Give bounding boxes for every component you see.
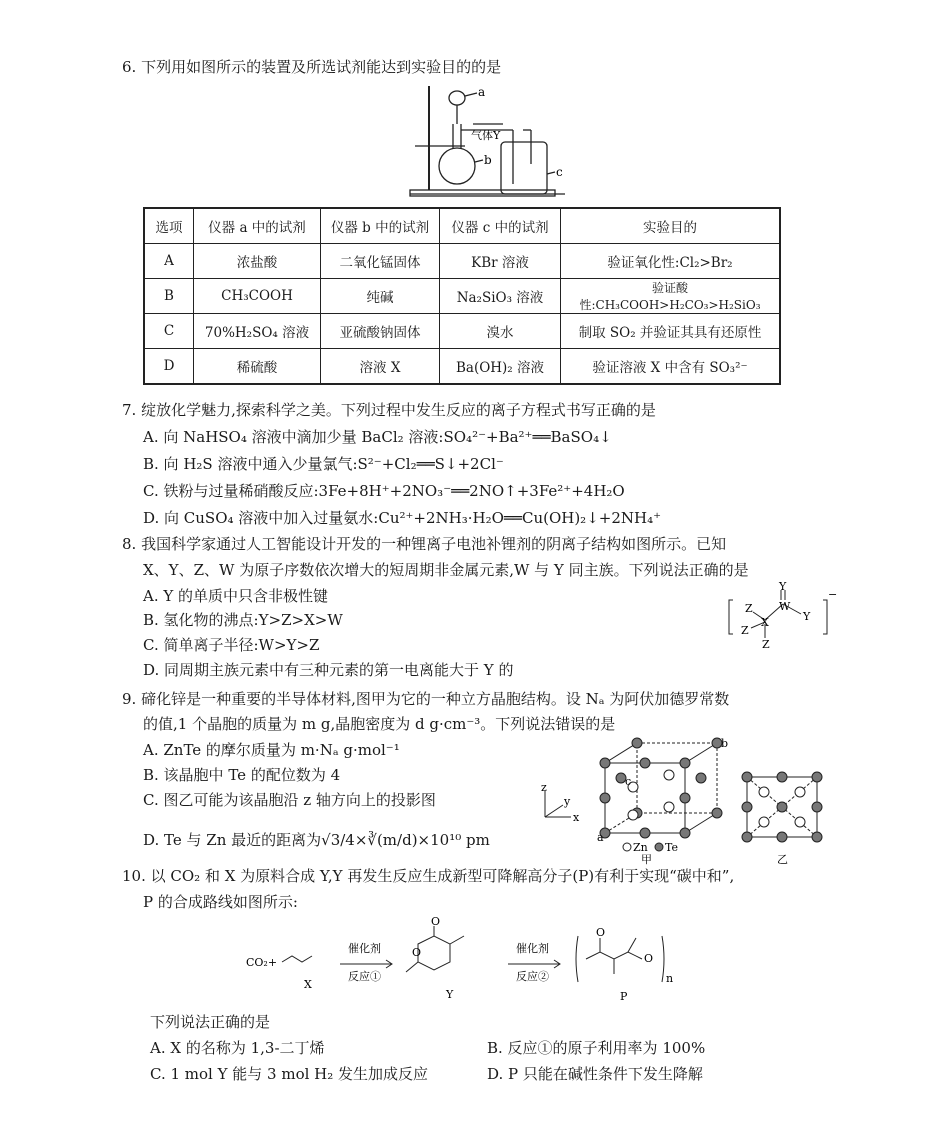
svg-text:Y: Y bbox=[803, 610, 811, 623]
svg-text:z: z bbox=[541, 781, 547, 794]
q7-option-c: C. 铁粉与过量稀硝酸反应:3Fe+8H⁺+2NO₃⁻══2NO↑+3Fe²⁺+4H₂O bbox=[143, 482, 625, 500]
q9-option-a: A. ZnTe 的摩尔质量为 m·Nₐ g·mol⁻¹ bbox=[143, 741, 400, 759]
synthesis-scheme bbox=[240, 914, 710, 1006]
svg-text:−: − bbox=[828, 588, 838, 601]
q8-option-b: B. 氢化物的沸点:Y>Z>X>W bbox=[143, 611, 343, 629]
th: 选项 bbox=[144, 208, 194, 244]
svg-text:c: c bbox=[625, 775, 632, 788]
svg-text:a: a bbox=[597, 831, 604, 844]
svg-text:催化剂: 催化剂 bbox=[516, 942, 549, 955]
q10-option-b: B. 反应①的原子利用率为 100% bbox=[487, 1039, 706, 1057]
table-row: C 70%H₂SO₄ 溶液 亚硫酸钠固体 溴水 制取 SO₂ 并验证其具有还原性 bbox=[144, 314, 780, 349]
reagent-table bbox=[143, 207, 781, 385]
q9-option-c: C. 图乙可能为该晶胞沿 z 轴方向上的投影图 bbox=[143, 791, 436, 809]
th: 仪器 a 中的试剂 bbox=[194, 208, 321, 244]
svg-text:Z: Z bbox=[762, 638, 770, 651]
th: 仪器 b 中的试剂 bbox=[321, 208, 440, 244]
svg-text:Z: Z bbox=[741, 624, 749, 637]
svg-text:y: y bbox=[564, 795, 571, 808]
svg-text:Y: Y bbox=[779, 580, 787, 593]
svg-text:CO₂+: CO₂+ bbox=[246, 956, 278, 969]
q7-option-b: B. 向 H₂S 溶液中通入少量氯气:S²⁻+Cl₂══S↓+2Cl⁻ bbox=[143, 455, 504, 473]
q8-stem-2: X、Y、Z、W 为原子序数依次增大的短周期非金属元素,W 与 Y 同主族。下列说法正确的是 bbox=[143, 561, 749, 579]
q10-stem-2: P 的合成路线如图所示: bbox=[143, 893, 298, 911]
q8-option-c: C. 简单离子半径:W>Y>Z bbox=[143, 636, 320, 654]
table-row: D 稀硫酸 溶液 X Ba(OH)₂ 溶液 验证溶液 X 中含有 SO₃²⁻ bbox=[144, 349, 780, 385]
q10-option-d: D. P 只能在碱性条件下发生降解 bbox=[487, 1065, 703, 1083]
q9-stem-2: 的值,1 个晶胞的质量为 m g,晶胞密度为 d g·cm⁻³。下列说法错误的是 bbox=[143, 715, 616, 733]
q9-stem-1: 9. 碲化锌是一种重要的半导体材料,图甲为它的一种立方晶胞结构。设 Nₐ 为阿伏加德罗常数 bbox=[122, 690, 730, 708]
label-a: a bbox=[478, 85, 486, 99]
svg-text:反应②: 反应② bbox=[516, 970, 549, 983]
svg-text:乙: 乙 bbox=[777, 853, 788, 866]
svg-text:x: x bbox=[573, 811, 580, 824]
apparatus-figure bbox=[405, 84, 575, 200]
svg-text:Te: Te bbox=[665, 841, 678, 854]
svg-text:O: O bbox=[431, 915, 441, 928]
svg-text:P: P bbox=[620, 990, 628, 1003]
q9-option-b: B. 该晶胞中 Te 的配位数为 4 bbox=[143, 766, 341, 784]
q9-option-d: D. Te 与 Zn 最近的距离为√3/4×∛(m/d)×10¹⁰ pm bbox=[143, 831, 490, 849]
q8-option-d: D. 同周期主族元素中有三种元素的第一电离能大于 Y 的 bbox=[143, 661, 514, 679]
label-c: c bbox=[556, 165, 563, 179]
q7-option-d: D. 向 CuSO₄ 溶液中加入过量氨水:Cu²⁺+2NH₃·H₂O══Cu(OH)₂↓+2NH₄⁺ bbox=[143, 509, 662, 527]
th: 实验目的 bbox=[561, 208, 781, 244]
q7-option-a: A. 向 NaHSO₄ 溶液中滴加少量 BaCl₂ 溶液:SO₄²⁻+Ba²⁺══BaSO₄↓ bbox=[143, 428, 612, 446]
svg-text:Z: Z bbox=[745, 602, 753, 615]
svg-text:n: n bbox=[666, 972, 674, 985]
svg-text:X: X bbox=[304, 978, 312, 991]
q10-option-c: C. 1 mol Y 能与 3 mol H₂ 发生加成反应 bbox=[150, 1065, 429, 1083]
label-gas: 气体Y bbox=[471, 129, 501, 142]
label-b: b bbox=[484, 153, 492, 167]
table-header bbox=[144, 208, 780, 244]
table-row: B CH₃COOH 纯碱 Na₂SiO₃ 溶液 验证酸性:CH₃COOH>H₂CO₃>H₂SiO₃ bbox=[144, 279, 780, 314]
svg-text:b: b bbox=[721, 737, 729, 750]
q10-lead: 下列说法正确的是 bbox=[150, 1013, 271, 1031]
q10-stem-1: 10. 以 CO₂ 和 X 为原料合成 Y,Y 再发生反应生成新型可降解高分子(P)有利于实现“碳中和”, bbox=[122, 867, 735, 885]
q6-stem: 6. 下列用如图所示的装置及所选试剂能达到实验目的的是 bbox=[122, 58, 502, 76]
table-row: A 浓盐酸 二氧化锰固体 KBr 溶液 验证氧化性:Cl₂>Br₂ bbox=[144, 244, 780, 279]
svg-text:W: W bbox=[779, 600, 791, 613]
svg-text:Y: Y bbox=[446, 988, 454, 1001]
q8-stem-1: 8. 我国科学家通过人工智能设计开发的一种锂离子电池补锂剂的阴离子结构如图所示。已知 bbox=[122, 535, 727, 553]
th: 仪器 c 中的试剂 bbox=[440, 208, 561, 244]
anion-structure bbox=[725, 580, 838, 652]
svg-text:O: O bbox=[412, 946, 422, 959]
q7-stem: 7. 绽放化学魅力,探索科学之美。下列过程中发生反应的离子方程式书写正确的是 bbox=[122, 401, 656, 419]
svg-text:催化剂: 催化剂 bbox=[348, 942, 381, 955]
svg-text:反应①: 反应① bbox=[348, 970, 381, 983]
crystal-cell-figure bbox=[535, 735, 835, 865]
svg-text:O: O bbox=[596, 926, 606, 939]
svg-text:O: O bbox=[644, 952, 654, 965]
svg-text:甲: 甲 bbox=[641, 853, 652, 866]
q10-option-a: A. X 的名称为 1,3-二丁烯 bbox=[150, 1039, 325, 1057]
svg-text:Zn: Zn bbox=[633, 841, 648, 854]
q8-option-a: A. Y 的单质中只含非极性键 bbox=[143, 587, 329, 605]
svg-text:X: X bbox=[761, 616, 769, 629]
